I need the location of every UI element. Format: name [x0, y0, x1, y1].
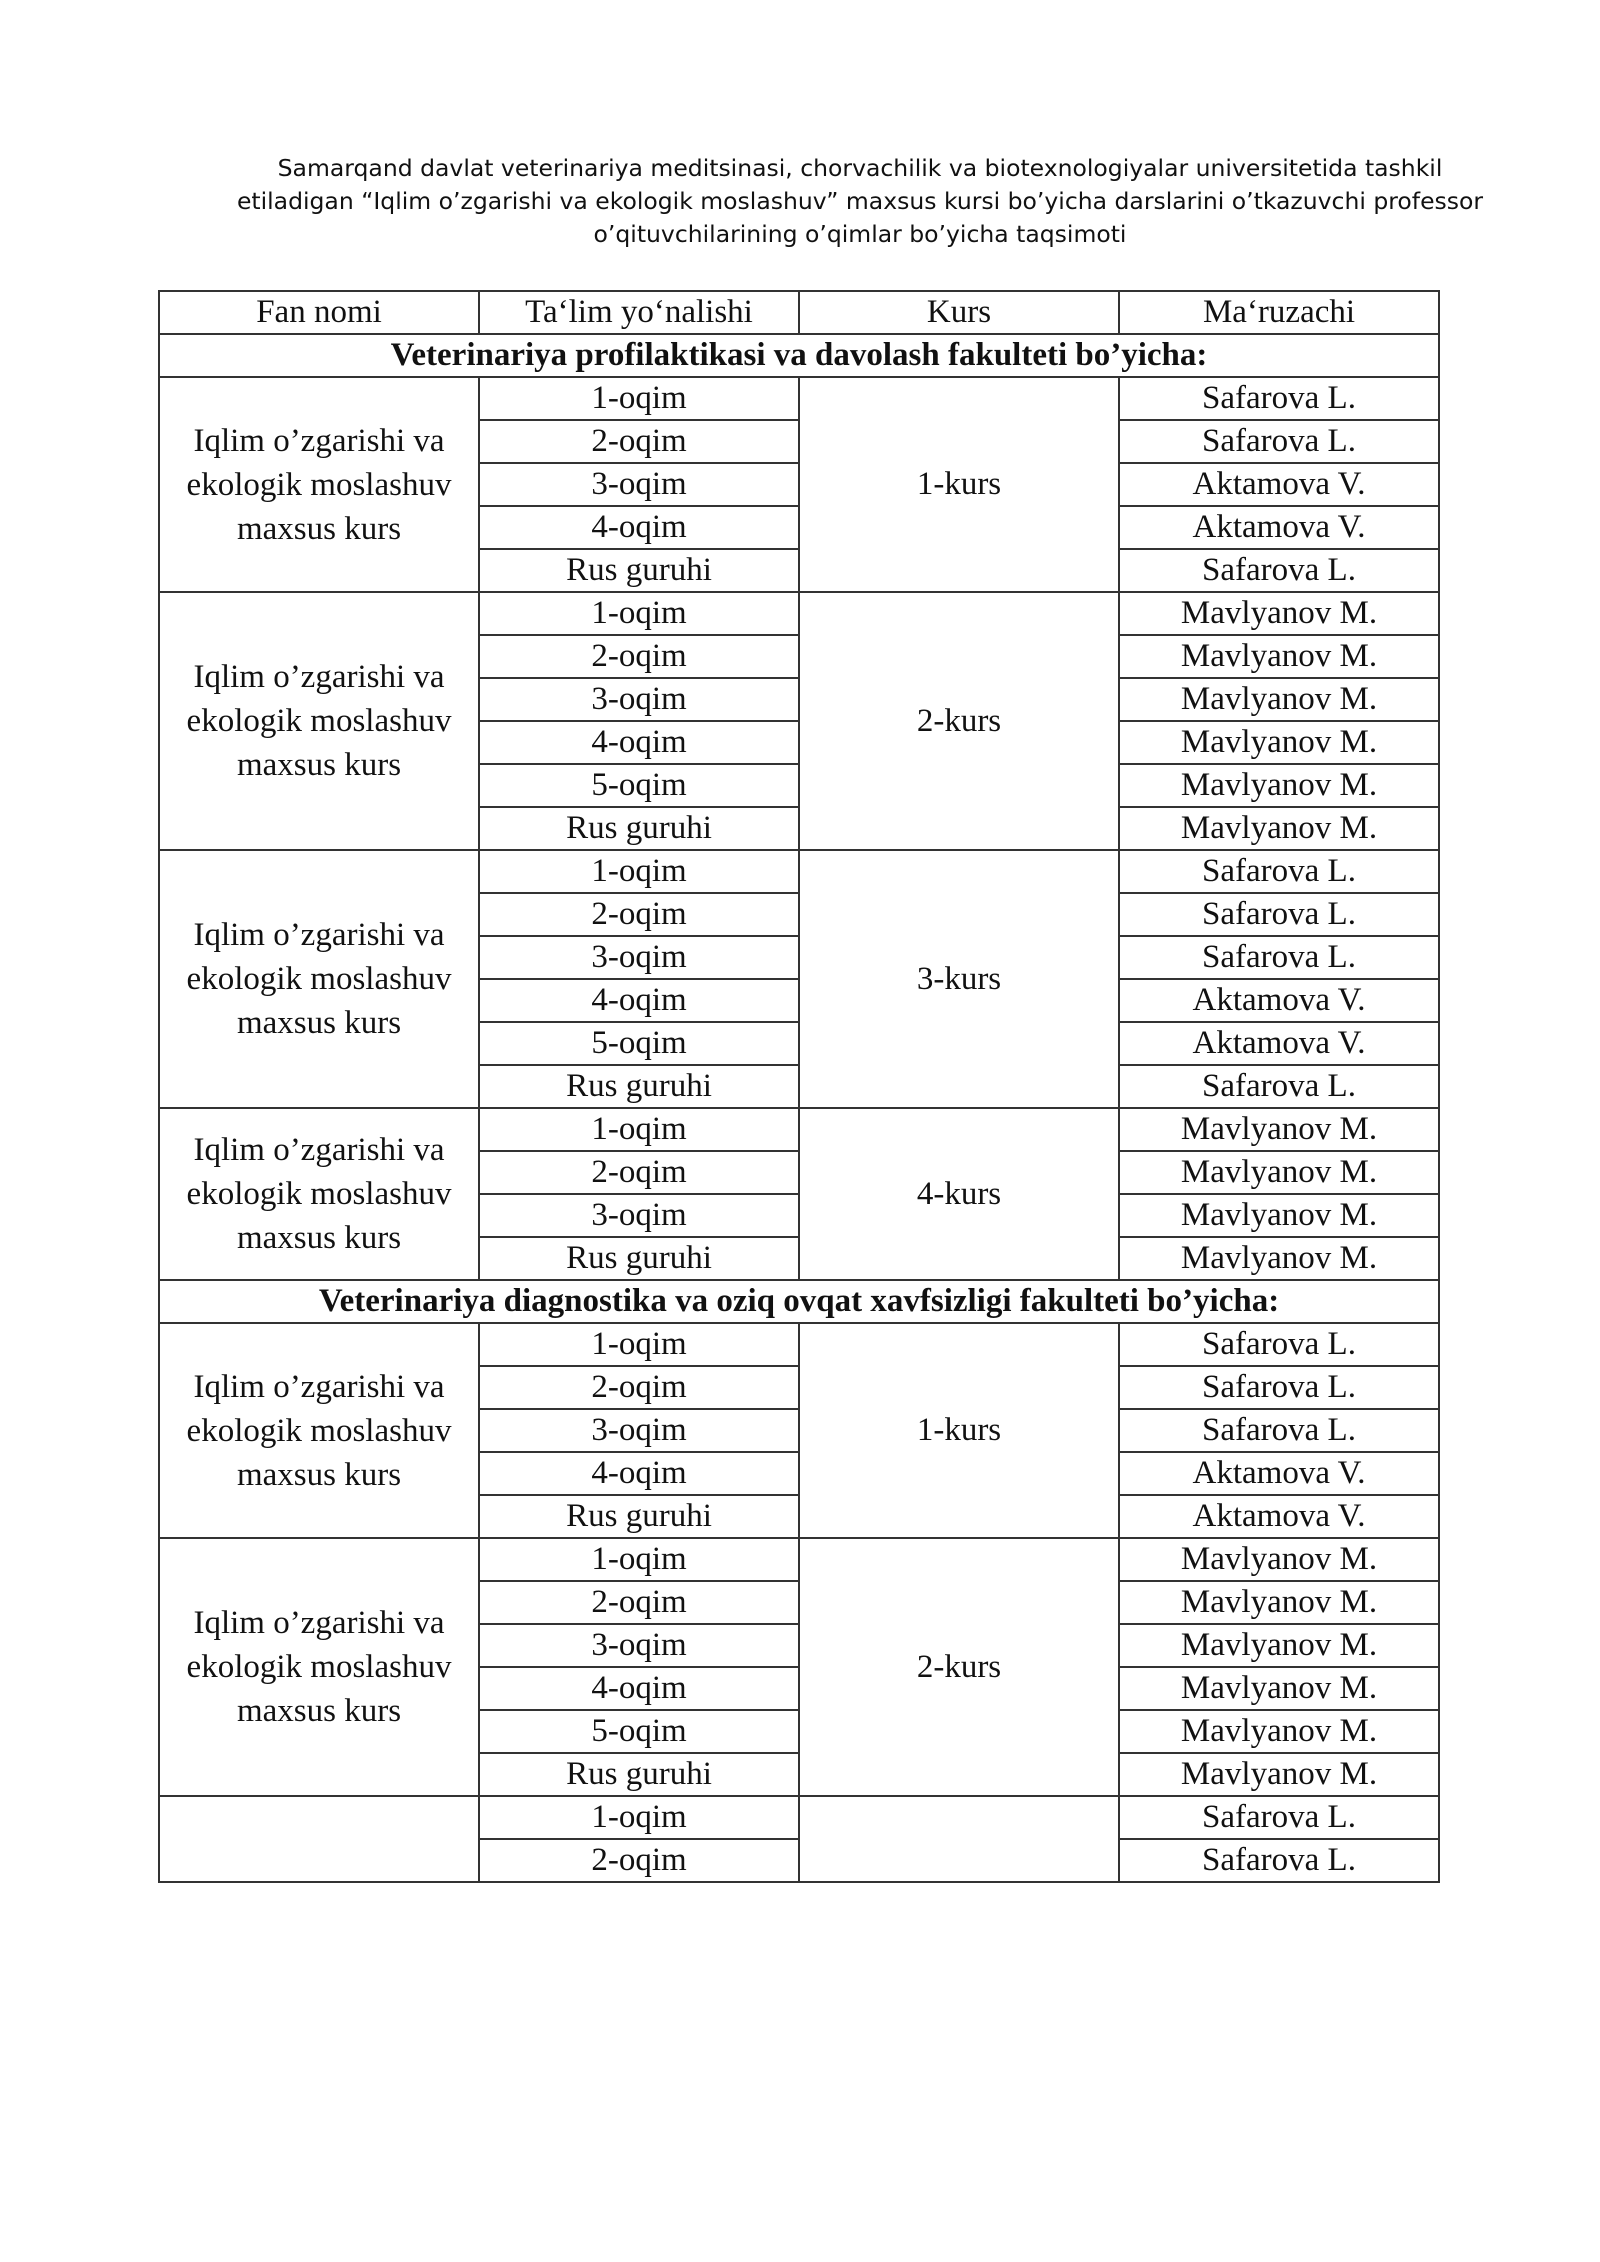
oqim-cell: Rus guruhi — [479, 1237, 799, 1280]
lecturer-cell: Aktamova V. — [1119, 1022, 1439, 1065]
lecturer-cell: Safarova L. — [1119, 1065, 1439, 1108]
fan-nomi-cell: Iqlim o’zgarishi va ekologik moslashuv maxsus kurs — [159, 592, 479, 850]
section-heading: Veterinariya profilaktikasi va davolash fakulteti bo’yicha: — [159, 334, 1439, 377]
oqim-cell: 5-oqim — [479, 764, 799, 807]
header-fan-nomi: Fan nomi — [159, 291, 479, 334]
oqim-cell: 3-oqim — [479, 678, 799, 721]
oqim-cell: 1-oqim — [479, 592, 799, 635]
lecturer-cell: Mavlyanov M. — [1119, 1624, 1439, 1667]
lecturer-cell: Safarova L. — [1119, 893, 1439, 936]
table-row — [159, 1538, 1439, 1581]
oqim-cell: 3-oqim — [479, 1624, 799, 1667]
oqim-cell: Rus guruhi — [479, 549, 799, 592]
oqim-cell: 4-oqim — [479, 506, 799, 549]
lecturer-cell: Mavlyanov M. — [1119, 1581, 1439, 1624]
oqim-cell: 2-oqim — [479, 635, 799, 678]
header-row — [159, 291, 1439, 334]
table-row — [159, 1108, 1439, 1151]
oqim-cell: 5-oqim — [479, 1022, 799, 1065]
lecturer-cell: Safarova L. — [1119, 420, 1439, 463]
title-line-2: etiladigan “Iqlim o’zgarishi va ekologik moslashuv” maxsus kursi bo’yicha darslarini o’tkazuvchi professor — [236, 187, 1484, 215]
oqim-cell: Rus guruhi — [479, 1753, 799, 1796]
table-row — [159, 1323, 1439, 1366]
lecturer-cell: Mavlyanov M. — [1119, 1538, 1439, 1581]
fan-nomi-cell: Iqlim o’zgarishi va ekologik moslashuv maxsus kurs — [159, 377, 479, 592]
lecturer-cell: Safarova L. — [1119, 850, 1439, 893]
lecturer-cell: Safarova L. — [1119, 1323, 1439, 1366]
title-line-3: o’qituvchilarining o’qimlar bo’yicha taqsimoti — [593, 220, 1127, 248]
lecturer-cell: Aktamova V. — [1119, 506, 1439, 549]
table-row — [159, 377, 1439, 420]
oqim-cell: 4-oqim — [479, 979, 799, 1022]
oqim-cell: 5-oqim — [479, 1710, 799, 1753]
oqim-cell: 2-oqim — [479, 1839, 799, 1882]
oqim-cell: 3-oqim — [479, 936, 799, 979]
lecturer-cell: Mavlyanov M. — [1119, 635, 1439, 678]
kurs-cell: 2-kurs — [799, 592, 1119, 850]
lecturer-cell: Safarova L. — [1119, 1409, 1439, 1452]
kurs-cell: 3-kurs — [799, 850, 1119, 1108]
lecturer-cell: Mavlyanov M. — [1119, 721, 1439, 764]
lecturer-cell: Aktamova V. — [1119, 979, 1439, 1022]
table-row — [159, 592, 1439, 635]
section-heading: Veterinariya diagnostika va oziq ovqat xavfsizligi fakulteti bo’yicha: — [159, 1280, 1439, 1323]
oqim-cell: 2-oqim — [479, 420, 799, 463]
oqim-cell: 1-oqim — [479, 1323, 799, 1366]
document-title — [210, 152, 1510, 251]
lecturer-cell: Aktamova V. — [1119, 463, 1439, 506]
lecturer-cell: Safarova L. — [1119, 1839, 1439, 1882]
schedule-table-body — [159, 291, 1439, 1882]
header-kurs: Kurs — [799, 291, 1119, 334]
fan-nomi-cell: Iqlim o’zgarishi va ekologik moslashuv maxsus kurs — [159, 1108, 479, 1280]
schedule-table — [158, 290, 1440, 1883]
lecturer-cell: Mavlyanov M. — [1119, 1237, 1439, 1280]
oqim-cell: 4-oqim — [479, 1452, 799, 1495]
section-heading-row — [159, 1280, 1439, 1323]
table-row — [159, 1796, 1439, 1839]
fan-nomi-cell: Iqlim o’zgarishi va ekologik moslashuv maxsus kurs — [159, 1538, 479, 1796]
lecturer-cell: Safarova L. — [1119, 549, 1439, 592]
lecturer-cell: Safarova L. — [1119, 1366, 1439, 1409]
lecturer-cell: Safarova L. — [1119, 1796, 1439, 1839]
lecturer-cell: Safarova L. — [1119, 936, 1439, 979]
table-row — [159, 850, 1439, 893]
oqim-cell: 1-oqim — [479, 850, 799, 893]
title-line-1: Samarqand davlat veterinariya meditsinasi, chorvachilik va biotexnologiyalar universitetida tashkil — [277, 154, 1443, 182]
fan-nomi-cell — [159, 1796, 479, 1882]
oqim-cell: 3-oqim — [479, 1194, 799, 1237]
kurs-cell: 1-kurs — [799, 377, 1119, 592]
fan-nomi-cell: Iqlim o’zgarishi va ekologik moslashuv maxsus kurs — [159, 850, 479, 1108]
header-talim-yonalishi: Ta‘lim yo‘nalishi — [479, 291, 799, 334]
lecturer-cell: Mavlyanov M. — [1119, 1194, 1439, 1237]
lecturer-cell: Mavlyanov M. — [1119, 1710, 1439, 1753]
lecturer-cell: Mavlyanov M. — [1119, 678, 1439, 721]
fan-nomi-cell: Iqlim o’zgarishi va ekologik moslashuv maxsus kurs — [159, 1323, 479, 1538]
kurs-cell: 4-kurs — [799, 1108, 1119, 1280]
lecturer-cell: Mavlyanov M. — [1119, 1753, 1439, 1796]
lecturer-cell: Mavlyanov M. — [1119, 592, 1439, 635]
oqim-cell: 4-oqim — [479, 1667, 799, 1710]
lecturer-cell: Mavlyanov M. — [1119, 764, 1439, 807]
oqim-cell: 2-oqim — [479, 893, 799, 936]
oqim-cell: 1-oqim — [479, 1108, 799, 1151]
oqim-cell: 1-oqim — [479, 1538, 799, 1581]
oqim-cell: 2-oqim — [479, 1581, 799, 1624]
lecturer-cell: Aktamova V. — [1119, 1452, 1439, 1495]
section-heading-row — [159, 334, 1439, 377]
lecturer-cell: Mavlyanov M. — [1119, 1108, 1439, 1151]
oqim-cell: Rus guruhi — [479, 807, 799, 850]
lecturer-cell: Mavlyanov M. — [1119, 1667, 1439, 1710]
header-maruzachi: Ma‘ruzachi — [1119, 291, 1439, 334]
kurs-cell — [799, 1796, 1119, 1882]
oqim-cell: 2-oqim — [479, 1151, 799, 1194]
oqim-cell: 3-oqim — [479, 463, 799, 506]
oqim-cell: 4-oqim — [479, 721, 799, 764]
lecturer-cell: Aktamova V. — [1119, 1495, 1439, 1538]
lecturer-cell: Mavlyanov M. — [1119, 807, 1439, 850]
kurs-cell: 2-kurs — [799, 1538, 1119, 1796]
oqim-cell: Rus guruhi — [479, 1495, 799, 1538]
lecturer-cell: Mavlyanov M. — [1119, 1151, 1439, 1194]
oqim-cell: 3-oqim — [479, 1409, 799, 1452]
lecturer-cell: Safarova L. — [1119, 377, 1439, 420]
oqim-cell: 1-oqim — [479, 377, 799, 420]
oqim-cell: Rus guruhi — [479, 1065, 799, 1108]
kurs-cell: 1-kurs — [799, 1323, 1119, 1538]
oqim-cell: 2-oqim — [479, 1366, 799, 1409]
oqim-cell: 1-oqim — [479, 1796, 799, 1839]
